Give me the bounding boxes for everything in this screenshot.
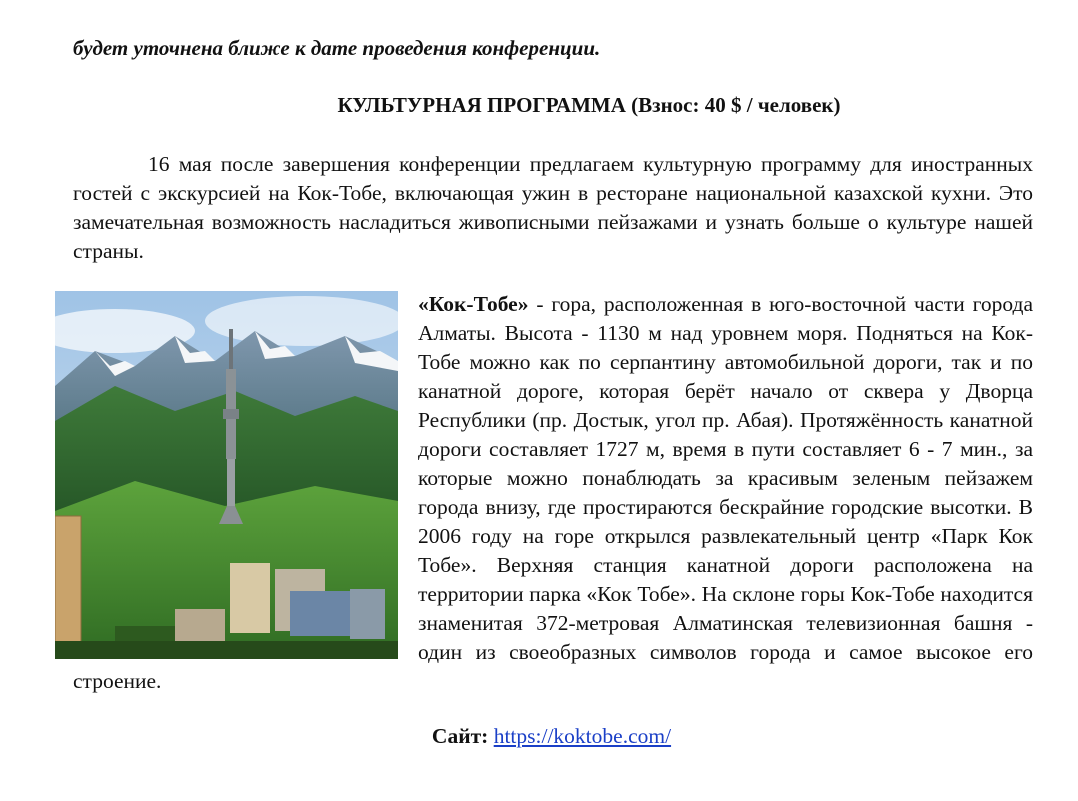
site-link[interactable]: https://koktobe.com/ [493,724,672,748]
koktobe-term: «Кок-Тобе» [418,292,529,316]
site-line [0,724,1078,749]
koktobe-photo [55,291,398,659]
site-label: Сайт: [431,724,489,748]
intro-line: будет уточнена ближе к дате проведения конференции. [73,36,601,60]
section-heading: КУЛЬТУРНАЯ ПРОГРАММА (Взнос: 40 $ / человек) [337,93,841,117]
intro-paragraph: 16 мая после завершения конференции предлагаем культурную программу для иностранных гостей с экскурсией на Кок-Тобе, включающая ужин в ресторане национальной казахской кухни. Это замечательная возможность насладиться живописными пейзажами и узнать больше о культуре нашей страны. [73,152,1033,263]
koktobe-text: - гора, расположенная в юго-восточной части города Алматы. Высота - 1130 м над уровнем моря. Подняться на Кок-Тобе можно как по серпантину автомобильной дороги, так и по канатной дороге, которая берёт начало от сквера у Дворца Республики (пр. Достык, угол пр. Абая). Протяжённость канатной дороги составляет 1727 м, время в пути составляет 6 - 7 мин., за которые можно понаблюдать за красивым зеленым пейзажем города внизу, где простираются бескрайние городские высотки. В 2006 году на горе открылся развлекательный центр «Парк Кок Тобе». Верхняя станция канатной дороги расположена на территории парка «Кок Тобе». На склоне горы Кок-Тобе находится знаменитая 372-метровая Алматинская телевизионная башня - один из своеобразных символов города и самое высокое его строение. [73,292,1033,693]
